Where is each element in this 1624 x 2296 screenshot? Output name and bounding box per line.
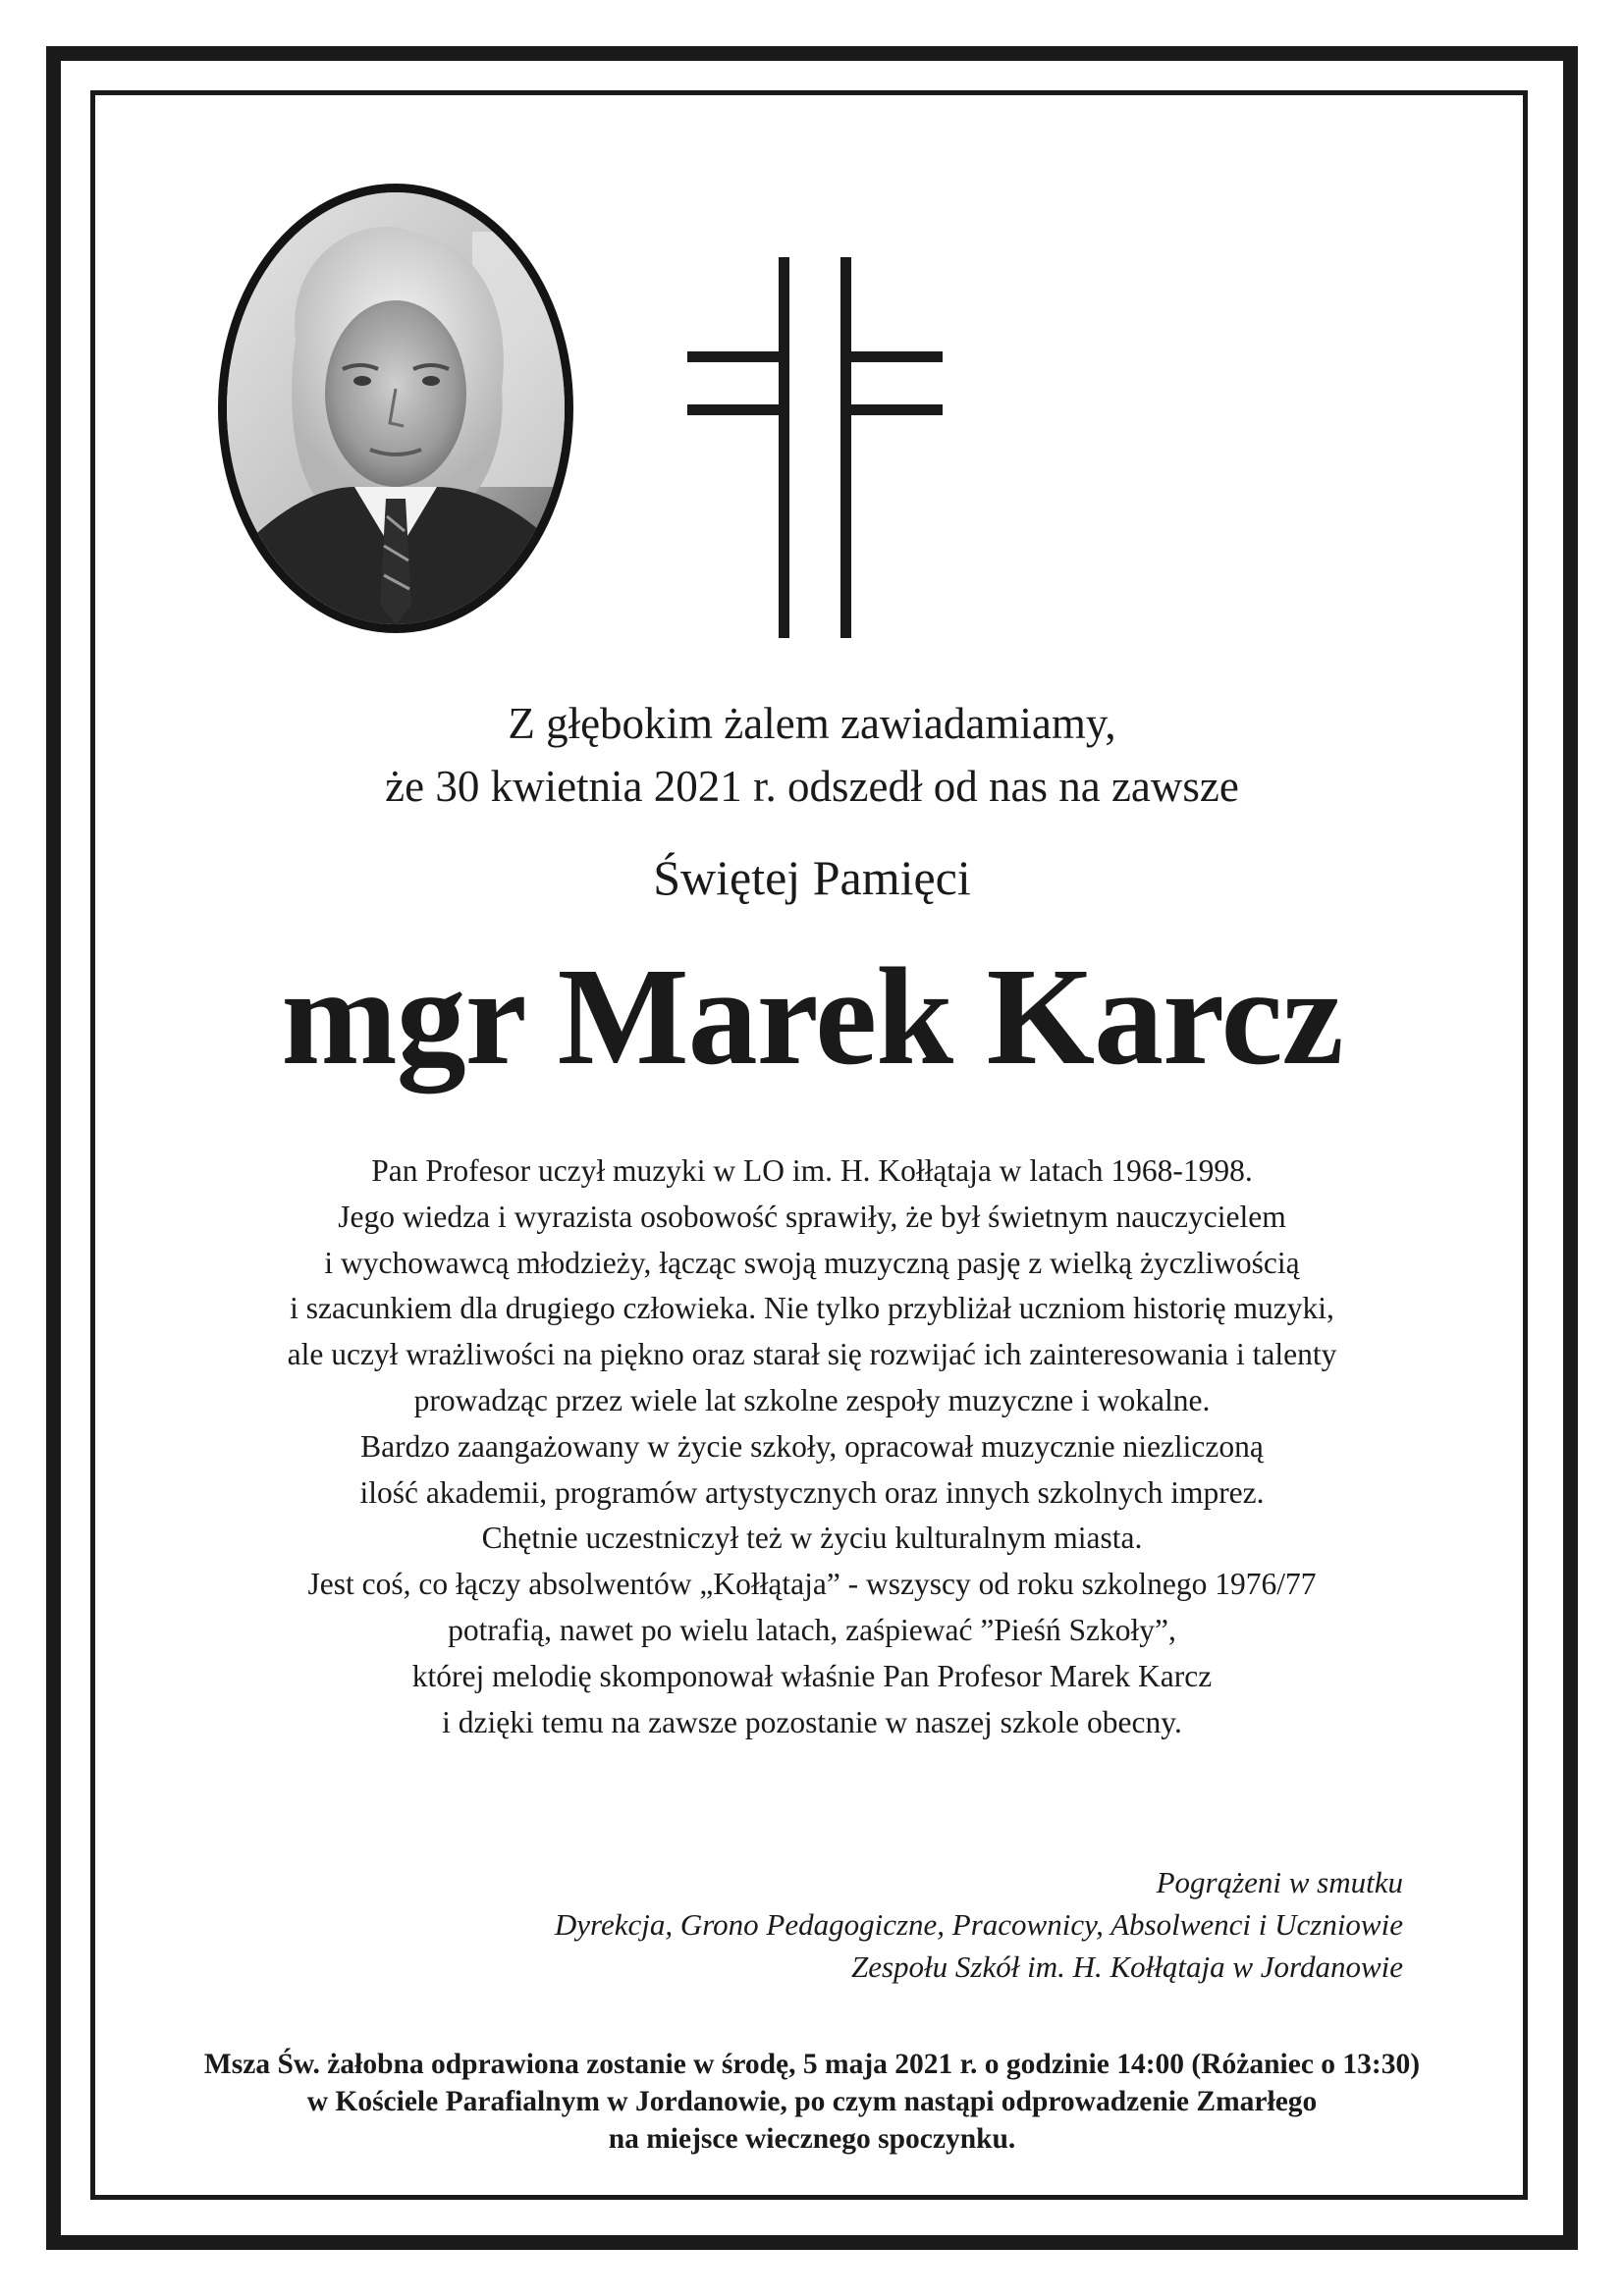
bio-line: i dzięki temu na zawsze pozostanie w naszej szkole obecny. [442,1704,1182,1739]
mourners-signature [225,1861,1403,1988]
bio-line: i wychowawcą młodzieży, łącząc swoją muzyczną pasję z wielką życzliwością [324,1245,1300,1280]
biography [118,1148,1506,1745]
memory-heading: Świętej Pamięci [653,850,971,905]
deceased-name: mgr Marek Karcz [281,938,1343,1094]
bio-line: Jest coś, co łączy absolwentów „Kołłątaja” - wszyscy od roku szkolnego 1976/77 [307,1567,1317,1602]
mass-line: na miejsce wiecznego spoczynku. [608,2123,1016,2155]
bio-line: i szacunkiem dla drugiego człowieka. Nie tylko przybliżał uczniom historię muzyki, [290,1291,1334,1326]
funeral-mass-info [118,2046,1506,2158]
portrait-photo [218,184,573,633]
bio-line: Pan Profesor uczył muzyki w LO im. H. Kołłątaja w latach 1968-1998. [371,1153,1253,1188]
intro-line: że 30 kwietnia 2021 r. odszedł od nas na zawsze [385,762,1239,811]
signature-line: Zespołu Szkół im. H. Kołłątaja w Jordanowie [850,1949,1403,1984]
bio-line: Chętnie uczestniczył też w życiu kulturalnym miasta. [481,1521,1143,1556]
intro-line: Z głębokim żalem zawiadamiamy, [508,699,1116,748]
bio-line: potrafią, nawet po wielu latach, zaśpiewać ”Pieśń Szkoły”, [448,1612,1176,1647]
signature-line: Dyrekcja, Grono Pedagogiczne, Pracownicy, Absolwenci i Uczniowie [554,1907,1403,1942]
bio-line: Bardzo zaangażowany w życie szkoły, opracował muzycznie niezliczoną [360,1428,1264,1464]
double-outline-cross-icon [687,257,943,638]
bio-line: której melodię skomponował właśnie Pan Profesor Marek Karcz [411,1658,1213,1693]
bio-line: ilość akademii, programów artystycznych oraz innych szkolnych imprez. [359,1474,1265,1510]
signature-line: Pogrążeni w smutku [1156,1865,1403,1899]
bio-line: ale uczył wrażliwości na piękno oraz starał się rozwijać ich zainteresowania i talenty [287,1337,1337,1372]
mass-line: w Kościele Parafialnym w Jordanowie, po czym nastąpi odprowadzenie Zmarłego [306,2086,1318,2117]
bio-line: prowadząc przez wiele lat szkolne zespoły muzyczne i wokalne. [413,1382,1211,1417]
announcement-intro [118,692,1506,818]
bio-line: Jego wiedza i wyrazista osobowość sprawiły, że był świetnym nauczycielem [338,1199,1286,1234]
mass-line: Msza Św. żałobna odprawiona zostanie w środę, 5 maja 2021 r. o godzinie 14:00 (Różaniec o 13:30) [203,2049,1421,2080]
